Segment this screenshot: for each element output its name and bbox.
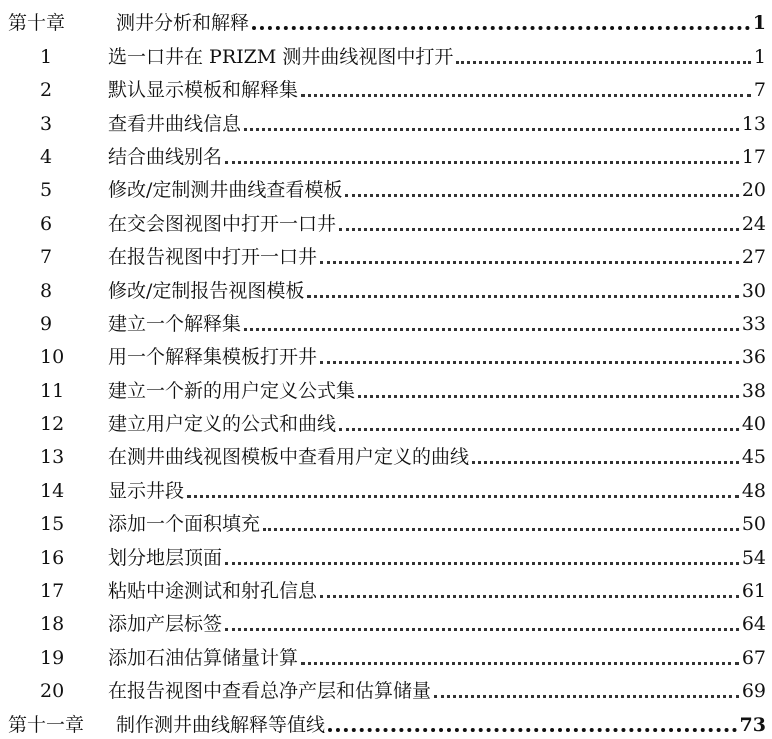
- entry-title: 划分地层顶面: [108, 546, 223, 569]
- entry-number: 4: [40, 145, 53, 168]
- dot-leader: [244, 128, 739, 131]
- page-number: 64: [741, 613, 766, 636]
- chapter-label: 第十章: [8, 12, 66, 35]
- toc-entry-row[interactable]: [0, 204, 772, 237]
- dot-leader: [345, 194, 738, 197]
- toc-entry-row[interactable]: [0, 271, 772, 304]
- entry-title: 在交会图视图中打开一口井: [108, 212, 337, 235]
- toc-chapter-row[interactable]: [0, 705, 772, 738]
- dot-leader: [434, 695, 739, 698]
- page-number: 1: [753, 45, 766, 68]
- page-number: 17: [741, 145, 766, 168]
- entry-title: 添加石油估算储量计算: [108, 646, 299, 669]
- entry-title: 在测井曲线视图模板中查看用户定义的曲线: [108, 446, 470, 469]
- dot-leader: [187, 495, 739, 498]
- entry-title: 修改/定制报告视图模板: [108, 279, 305, 302]
- toc-entry-row[interactable]: [0, 171, 772, 204]
- chapter-title: 制作测井曲线解释等值线: [116, 713, 326, 736]
- page-number: 54: [741, 546, 766, 569]
- toc-entry-row[interactable]: [0, 572, 772, 605]
- dot-leader: [244, 328, 739, 331]
- page-number: 67: [741, 646, 766, 669]
- table-of-contents: [0, 4, 772, 739]
- dot-leader: [307, 295, 738, 298]
- dot-leader: [301, 662, 739, 665]
- entry-number: 12: [40, 413, 65, 436]
- page-number: 33: [741, 312, 766, 335]
- page-number: 50: [741, 513, 766, 536]
- page-number: 1: [752, 12, 766, 35]
- toc-entry-row[interactable]: [0, 371, 772, 404]
- page-number: 73: [739, 713, 766, 736]
- toc-entry-row[interactable]: [0, 505, 772, 538]
- entry-title: 默认显示模板和解释集: [108, 79, 299, 102]
- entry-title: 建立一个新的用户定义公式集: [108, 379, 356, 402]
- entry-title: 添加一个面积填充: [108, 513, 261, 536]
- page-number: 36: [741, 346, 766, 369]
- toc-entry-row[interactable]: [0, 238, 772, 271]
- dot-leader: [320, 361, 739, 364]
- entry-number: 6: [40, 212, 53, 235]
- dot-leader: [472, 461, 739, 464]
- entry-title: 在报告视图中查看总净产层和估算储量: [108, 680, 432, 703]
- entry-title: 用一个解释集模板打开井: [108, 346, 318, 369]
- entry-title: 添加产层标签: [108, 613, 223, 636]
- dot-leader: [328, 728, 737, 732]
- dot-leader: [456, 61, 751, 64]
- page-number: 20: [741, 179, 766, 202]
- chapter-title: 测井分析和解释: [116, 12, 250, 35]
- entry-number: 2: [40, 79, 53, 102]
- page-number: 24: [741, 212, 766, 235]
- toc-entry-row[interactable]: [0, 538, 772, 571]
- dot-leader: [252, 26, 750, 30]
- entry-number: 11: [40, 379, 65, 402]
- toc-entry-row[interactable]: [0, 605, 772, 638]
- entry-title: 在报告视图中打开一口井: [108, 246, 318, 269]
- page-number: 48: [741, 479, 766, 502]
- entry-title: 显示井段: [108, 479, 185, 502]
- toc-entry-row[interactable]: [0, 672, 772, 705]
- dot-leader: [320, 261, 739, 264]
- entry-number: 14: [40, 479, 65, 502]
- page-number: 40: [741, 413, 766, 436]
- dot-leader: [320, 595, 739, 598]
- toc-entry-row[interactable]: [0, 438, 772, 471]
- dot-leader: [263, 528, 739, 531]
- entry-title: 建立一个解释集: [108, 312, 242, 335]
- dot-leader: [225, 562, 739, 565]
- entry-number: 16: [40, 546, 65, 569]
- entry-number: 19: [40, 646, 65, 669]
- toc-chapter-row[interactable]: [0, 4, 772, 37]
- page-number: 13: [741, 112, 766, 135]
- page-number: 38: [741, 379, 766, 402]
- entry-number: 1: [40, 45, 53, 68]
- entry-number: 3: [40, 112, 53, 135]
- page-number: 30: [741, 279, 766, 302]
- entry-number: 15: [40, 513, 65, 536]
- entry-number: 20: [40, 680, 65, 703]
- entry-number: 7: [40, 246, 53, 269]
- entry-number: 10: [40, 346, 65, 369]
- dot-leader: [339, 428, 739, 431]
- chapter-label: 第十一章: [8, 713, 85, 736]
- dot-leader: [301, 94, 751, 97]
- page-number: 69: [741, 680, 766, 703]
- entry-title: 查看井曲线信息: [108, 112, 242, 135]
- entry-title: 结合曲线别名: [108, 145, 223, 168]
- entry-number: 5: [40, 179, 53, 202]
- toc-entry-row[interactable]: [0, 138, 772, 171]
- dot-leader: [339, 228, 739, 231]
- entry-number: 17: [40, 580, 65, 603]
- entry-title: 粘贴中途测试和射孔信息: [108, 580, 318, 603]
- page-number: 7: [753, 79, 766, 102]
- toc-entry-row[interactable]: [0, 37, 772, 70]
- page-number: 61: [741, 580, 766, 603]
- toc-entry-row[interactable]: [0, 471, 772, 504]
- entry-number: 9: [40, 312, 53, 335]
- dot-leader: [225, 628, 739, 631]
- dot-leader: [225, 161, 739, 164]
- toc-entry-row[interactable]: [0, 405, 772, 438]
- page-number: 27: [741, 246, 766, 269]
- toc-entry-row[interactable]: [0, 638, 772, 671]
- toc-entry-row[interactable]: [0, 305, 772, 338]
- toc-entry-row[interactable]: [0, 104, 772, 137]
- entry-number: 13: [40, 446, 65, 469]
- entry-title: 修改/定制测井曲线查看模板: [108, 179, 343, 202]
- page-number: 45: [741, 446, 766, 469]
- entry-title: 选一口井在 PRIZM 测井曲线视图中打开: [108, 45, 454, 68]
- entry-number: 18: [40, 613, 65, 636]
- toc-entry-row[interactable]: [0, 338, 772, 371]
- dot-leader: [358, 395, 739, 398]
- toc-entry-row[interactable]: [0, 71, 772, 104]
- entry-number: 8: [40, 279, 53, 302]
- entry-title: 建立用户定义的公式和曲线: [108, 413, 337, 436]
